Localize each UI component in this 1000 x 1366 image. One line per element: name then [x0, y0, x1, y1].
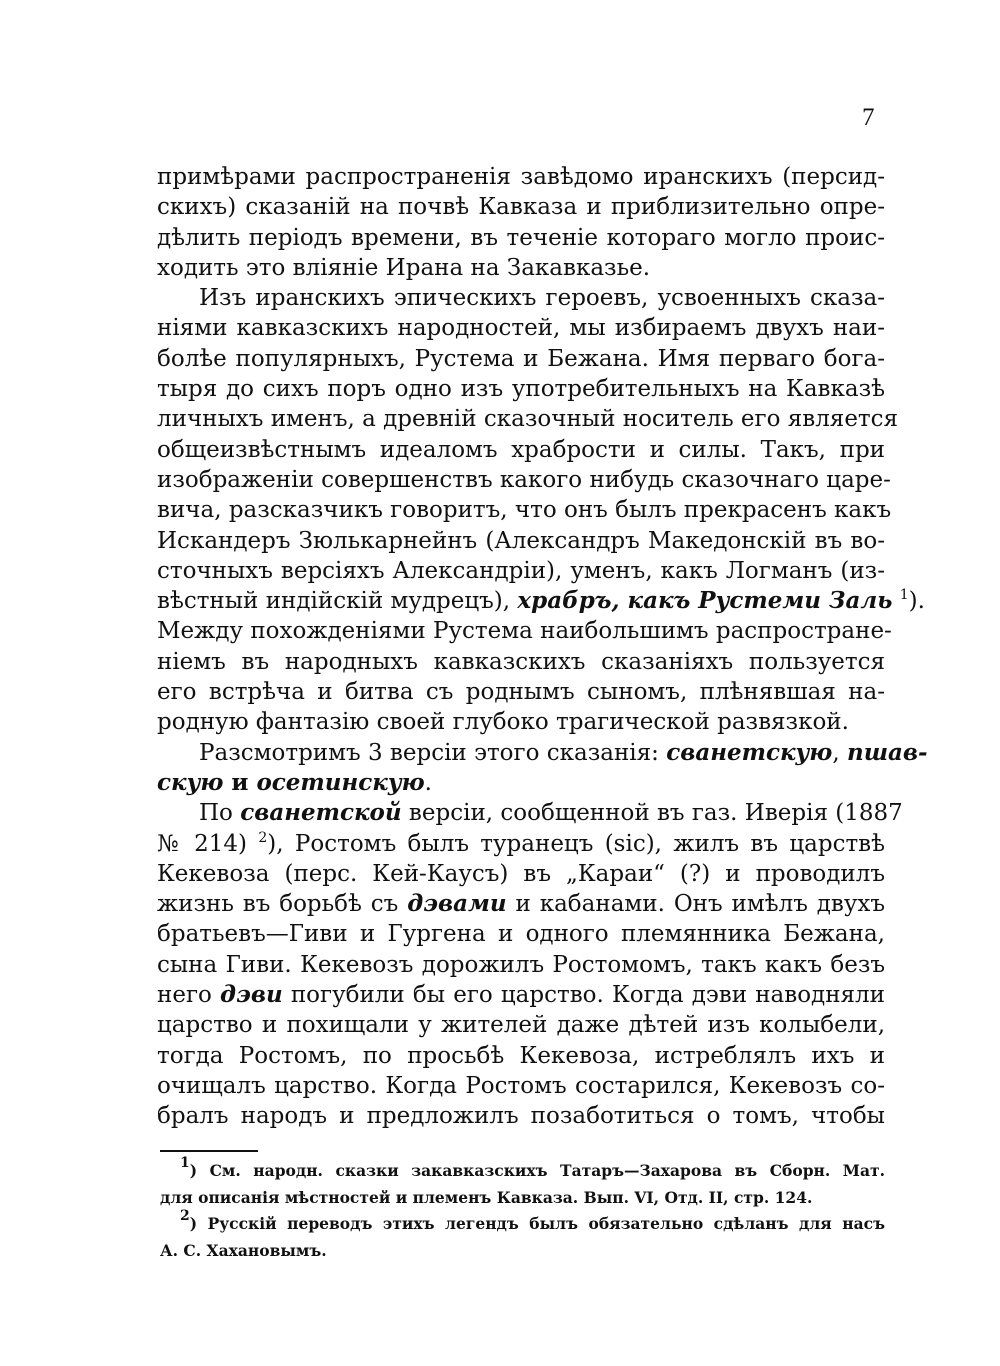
italic-phrase: дэвами [407, 890, 507, 918]
footnotes [160, 1155, 885, 1264]
text-line: очищалъ царство. Когда Ростомъ состарился, Кекевозъ со- [157, 1072, 885, 1099]
footnote-ref: 1 [899, 587, 909, 604]
footnote-mark: 1 [180, 1155, 190, 1171]
page-number: 7 [862, 104, 875, 131]
text-line: него дэви погубили бы его царство. Когда дэви наводняли [157, 981, 886, 1009]
text-line: изображеніи совершенствъ какого нибудь сказочнаго царе- [157, 466, 891, 493]
text-line: ніями кавказскихъ народностей, мы избираемъ двухъ наи- [157, 315, 885, 342]
footnote-line: А. С. Хахановымъ. [160, 1240, 327, 1260]
text-line: вича, разсказчикъ говоритъ, что онъ былъ прекрасенъ какъ [157, 497, 892, 524]
text-line: дѣлить періодъ времени, въ теченіе котораго могло проис- [157, 224, 885, 251]
text-line: жизнь въ борьбѣ съ дэвами и кабанами. Онъ имѣлъ двухъ [157, 890, 885, 918]
italic-phrase: скую [157, 768, 224, 796]
text-line: братьевъ—Гиви и Гургена и одного племянника Бежана, [157, 921, 885, 948]
text-line: личныхъ именъ, а древній сказочный носитель его является [157, 406, 899, 433]
text-line: тогда Ростомъ, по просьбѣ Кекевоза, истреблялъ ихъ и [157, 1042, 885, 1069]
text-line: примѣрами распространенія завѣдомо иранскихъ (персид- [157, 164, 885, 190]
text-line: Искандеръ Зюлькарнейнъ (Александръ Македонскій въ во- [157, 527, 885, 554]
text-line: тыря до сихъ поръ одно изъ употребительныхъ на Кавказѣ [157, 376, 885, 403]
footnote-mark: 2 [180, 1208, 190, 1224]
italic-phrase: пшав- [846, 738, 928, 766]
footnote-ref: 2 [258, 829, 268, 846]
text-line: родную фантазію своей глубоко трагической развязкой. [157, 709, 849, 736]
italic-phrase: осетинскую [256, 768, 425, 796]
text-line: ходить это вліяніе Ирана на Закавказье. [157, 254, 651, 281]
italic-phrase: дэви [220, 981, 283, 1009]
italic-phrase: сванетскую [666, 738, 833, 766]
text-line: общеизвѣстнымъ идеаломъ храбрости и силы. Такъ, при [157, 436, 885, 463]
italic-phrase: сванетской [240, 799, 402, 827]
text-line: ніемъ въ народныхъ кавказскихъ сказаніяхъ пользуется [157, 648, 885, 675]
text-line: По сванетской версіи, сообщенной въ газ. Иверія (1887 [199, 799, 903, 827]
text-line: бралъ народъ и предложилъ позаботиться о томъ, чтобы [157, 1103, 885, 1130]
text-line: скихъ) сказаній на почвѣ Кавказа и приблизительно опре- [157, 194, 885, 221]
italic-phrase: храбръ, какъ Рустеми Заль [517, 587, 893, 615]
text-line: его встрѣча и битва съ роднымъ сыномъ, плѣнявшая на- [157, 679, 885, 706]
text-line: № 214) $^2$), Ростомъ былъ туранецъ (sic), жилъ въ царствѣ [157, 829, 885, 857]
text-line: болѣе популярныхъ, Рустема и Бежана. Имя перваго бога- [157, 345, 885, 372]
text-line: Кекевоза (перс. Кей-Каусъ) въ „Караи“ (?) и проводилъ [157, 860, 885, 887]
footnote-divider [160, 1150, 258, 1152]
footnote-line: для описанія мѣстностей и племенъ Кавказа. Вып. VI, Отд. II, стр. 124. [160, 1187, 813, 1207]
footnote-line: $^1$) См. народн. сказки закавказскихъ Татаръ—Захарова въ Сборн. Мат. [180, 1155, 885, 1180]
text-line: сточныхъ версіяхъ Александріи), уменъ, какъ Логманъ (из- [157, 557, 885, 584]
text-line: вѣстный индійскій мудрецъ), храбръ, какъ Рустеми Заль $^1$). [157, 587, 925, 615]
text-line: Разсмотримъ 3 версіи этого сказанія: сванетскую, пшав- [199, 738, 928, 766]
text-line: царство и похищали у жителей даже дѣтей изъ колыбели, [157, 1012, 885, 1039]
body-text [157, 162, 928, 1132]
footnote-line: $^2$) Русскій переводъ этихъ легендъ былъ обязательно сдѣланъ для насъ [180, 1208, 885, 1233]
text-line: Между похожденіями Рустема наибольшимъ распростране- [157, 618, 892, 645]
text-line: Изъ иранскихъ эпическихъ героевъ, усвоенныхъ сказа- [199, 285, 885, 312]
text-line: скую и осетинскую. [157, 768, 432, 796]
text-line: сына Гиви. Кекевозъ дорожилъ Ростомомъ, такъ какъ безъ [157, 951, 885, 978]
